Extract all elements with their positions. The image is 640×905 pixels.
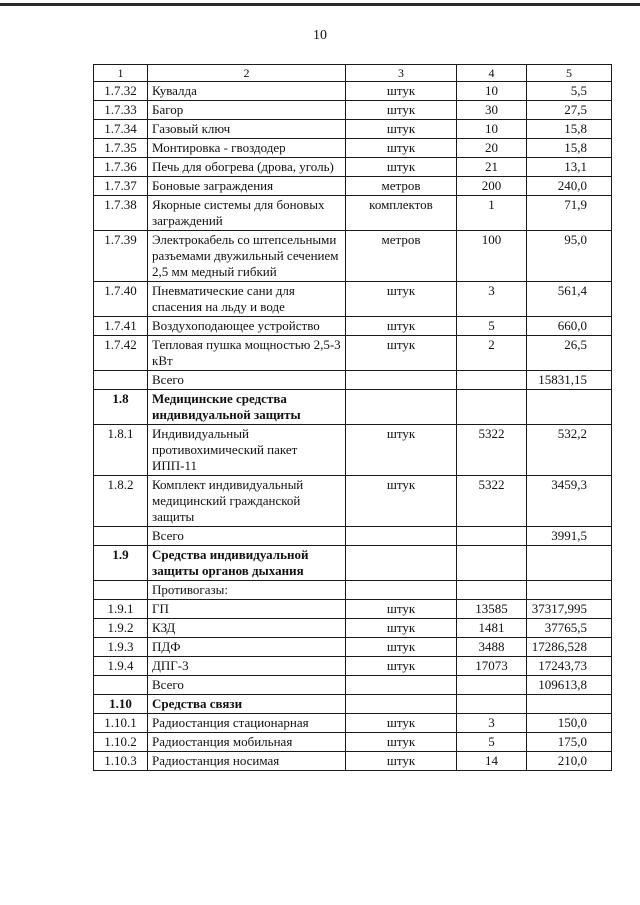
item-name-cell: Комплект индивидуальный медицинский гражданской защиты [148, 476, 346, 527]
cost-cell: 27,5 [527, 101, 612, 120]
table-row [94, 196, 612, 231]
row-number-cell: 1.10.3 [94, 752, 148, 771]
quantity-cell [457, 695, 527, 714]
quantity-cell: 5322 [457, 476, 527, 527]
unit-cell: метров [346, 177, 457, 196]
table-row [94, 282, 612, 317]
top-border-line [0, 3, 640, 6]
item-name-cell: Средства индивидуальной защиты органов дыхания [148, 546, 346, 581]
unit-cell [346, 581, 457, 600]
cost-cell: 37317,995 [527, 600, 612, 619]
row-number-cell: 1.7.33 [94, 101, 148, 120]
column-header: 1 [94, 65, 148, 82]
item-name-cell: Багор [148, 101, 346, 120]
table-row [94, 619, 612, 638]
item-name-cell: Всего [148, 527, 346, 546]
cost-cell [527, 390, 612, 425]
table-row [94, 714, 612, 733]
section-row [94, 390, 612, 425]
item-name-cell: Якорные системы для боновых заграждений [148, 196, 346, 231]
unit-cell: штук [346, 317, 457, 336]
quantity-cell: 14 [457, 752, 527, 771]
item-name-cell: Воздухоподающее устройство [148, 317, 346, 336]
table-row [94, 101, 612, 120]
item-name-cell: Всего [148, 371, 346, 390]
quantity-cell [457, 371, 527, 390]
unit-cell: штук [346, 425, 457, 476]
unit-cell: штук [346, 282, 457, 317]
row-number-cell: 1.9.2 [94, 619, 148, 638]
column-header: 2 [148, 65, 346, 82]
unit-cell: метров [346, 231, 457, 282]
unit-cell [346, 390, 457, 425]
table-row [94, 676, 612, 695]
cost-cell: 15,8 [527, 139, 612, 158]
cost-cell: 532,2 [527, 425, 612, 476]
table-row [94, 581, 612, 600]
unit-cell [346, 546, 457, 581]
unit-cell: штук [346, 336, 457, 371]
cost-cell [527, 546, 612, 581]
item-name-cell: Пневматические сани для спасения на льду и воде [148, 282, 346, 317]
row-number-cell: 1.10.1 [94, 714, 148, 733]
quantity-cell [457, 527, 527, 546]
unit-cell: штук [346, 638, 457, 657]
table-row [94, 600, 612, 619]
table-row [94, 139, 612, 158]
column-header: 3 [346, 65, 457, 82]
cost-cell: 3991,5 [527, 527, 612, 546]
item-name-cell: Средства связи [148, 695, 346, 714]
table-header-row [94, 65, 612, 82]
quantity-cell: 5 [457, 733, 527, 752]
unit-cell: штук [346, 657, 457, 676]
quantity-cell: 2 [457, 336, 527, 371]
row-number-cell: 1.9.3 [94, 638, 148, 657]
quantity-cell: 30 [457, 101, 527, 120]
quantity-cell: 20 [457, 139, 527, 158]
item-name-cell: Противогазы: [148, 581, 346, 600]
table-row [94, 527, 612, 546]
row-number-cell: 1.7.39 [94, 231, 148, 282]
row-number-cell: 1.9.1 [94, 600, 148, 619]
item-name-cell: ГП [148, 600, 346, 619]
quantity-cell: 13585 [457, 600, 527, 619]
page-number: 10 [313, 28, 327, 43]
table-row [94, 231, 612, 282]
item-name-cell: Радиостанция носимая [148, 752, 346, 771]
row-number-cell: 1.7.37 [94, 177, 148, 196]
row-number-cell: 1.7.41 [94, 317, 148, 336]
item-name-cell: Всего [148, 676, 346, 695]
table-row [94, 733, 612, 752]
table-row [94, 657, 612, 676]
row-number-cell [94, 371, 148, 390]
quantity-cell: 10 [457, 82, 527, 101]
cost-cell [527, 695, 612, 714]
unit-cell: штук [346, 101, 457, 120]
row-number-cell: 1.9.4 [94, 657, 148, 676]
unit-cell: штук [346, 158, 457, 177]
cost-cell: 13,1 [527, 158, 612, 177]
quantity-cell [457, 581, 527, 600]
cost-cell: 150,0 [527, 714, 612, 733]
row-number-cell: 1.7.36 [94, 158, 148, 177]
row-number-cell: 1.8.2 [94, 476, 148, 527]
row-number-cell: 1.10.2 [94, 733, 148, 752]
section-row [94, 546, 612, 581]
cost-cell: 95,0 [527, 231, 612, 282]
row-number-cell: 1.8.1 [94, 425, 148, 476]
row-number-cell: 1.7.34 [94, 120, 148, 139]
cost-cell: 3459,3 [527, 476, 612, 527]
unit-cell: штук [346, 733, 457, 752]
quantity-cell: 3 [457, 714, 527, 733]
quantity-cell: 100 [457, 231, 527, 282]
row-number-cell: 1.7.38 [94, 196, 148, 231]
unit-cell: штук [346, 139, 457, 158]
table-row [94, 425, 612, 476]
table-row [94, 371, 612, 390]
item-name-cell: ПДФ [148, 638, 346, 657]
row-number-cell: 1.7.32 [94, 82, 148, 101]
table-row [94, 120, 612, 139]
unit-cell [346, 527, 457, 546]
quantity-cell: 5322 [457, 425, 527, 476]
cost-cell: 561,4 [527, 282, 612, 317]
row-number-cell: 1.8 [94, 390, 148, 425]
cost-cell: 175,0 [527, 733, 612, 752]
item-name-cell: Печь для обогрева (дрова, уголь) [148, 158, 346, 177]
quantity-cell: 3 [457, 282, 527, 317]
item-name-cell: ДПГ-3 [148, 657, 346, 676]
unit-cell: штук [346, 120, 457, 139]
section-row [94, 695, 612, 714]
cost-cell: 17286,528 [527, 638, 612, 657]
table-row [94, 317, 612, 336]
row-number-cell [94, 676, 148, 695]
cost-cell: 17243,73 [527, 657, 612, 676]
cost-cell: 5,5 [527, 82, 612, 101]
item-name-cell: КЗД [148, 619, 346, 638]
item-name-cell: Тепловая пушка мощностью 2,5-3 кВт [148, 336, 346, 371]
equipment-table [93, 64, 612, 771]
cost-cell: 71,9 [527, 196, 612, 231]
quantity-cell: 5 [457, 317, 527, 336]
quantity-cell: 1481 [457, 619, 527, 638]
quantity-cell: 3488 [457, 638, 527, 657]
item-name-cell: Монтировка - гвоздодер [148, 139, 346, 158]
quantity-cell [457, 676, 527, 695]
column-header: 5 [527, 65, 612, 82]
quantity-cell: 200 [457, 177, 527, 196]
unit-cell: штук [346, 82, 457, 101]
table-row [94, 638, 612, 657]
unit-cell: штук [346, 752, 457, 771]
item-name-cell: Боновые заграждения [148, 177, 346, 196]
unit-cell: штук [346, 476, 457, 527]
unit-cell: штук [346, 619, 457, 638]
item-name-cell: Радиостанция стационарная [148, 714, 346, 733]
quantity-cell: 21 [457, 158, 527, 177]
table-row [94, 82, 612, 101]
quantity-cell [457, 390, 527, 425]
item-name-cell: Электрокабель со штепсельными разъемами двужильный сечением 2,5 мм медный гибкий [148, 231, 346, 282]
quantity-cell: 17073 [457, 657, 527, 676]
cost-cell: 15,8 [527, 120, 612, 139]
cost-cell: 37765,5 [527, 619, 612, 638]
unit-cell [346, 676, 457, 695]
unit-cell: штук [346, 600, 457, 619]
row-number-cell: 1.9 [94, 546, 148, 581]
table-row [94, 177, 612, 196]
cost-cell [527, 581, 612, 600]
item-name-cell: Кувалда [148, 82, 346, 101]
unit-cell [346, 695, 457, 714]
cost-cell: 240,0 [527, 177, 612, 196]
unit-cell [346, 371, 457, 390]
row-number-cell: 1.7.42 [94, 336, 148, 371]
table-row [94, 752, 612, 771]
table-row [94, 476, 612, 527]
unit-cell: комплектов [346, 196, 457, 231]
unit-cell: штук [346, 714, 457, 733]
table-row [94, 158, 612, 177]
row-number-cell: 1.7.40 [94, 282, 148, 317]
item-name-cell: Индивидуальный противохимический пакет ИПП-11 [148, 425, 346, 476]
row-number-cell: 1.7.35 [94, 139, 148, 158]
item-name-cell: Радиостанция мобильная [148, 733, 346, 752]
column-header: 4 [457, 65, 527, 82]
table-row [94, 336, 612, 371]
quantity-cell: 10 [457, 120, 527, 139]
cost-cell: 210,0 [527, 752, 612, 771]
cost-cell: 109613,8 [527, 676, 612, 695]
quantity-cell: 1 [457, 196, 527, 231]
row-number-cell [94, 527, 148, 546]
row-number-cell: 1.10 [94, 695, 148, 714]
cost-cell: 26,5 [527, 336, 612, 371]
cost-cell: 660,0 [527, 317, 612, 336]
quantity-cell [457, 546, 527, 581]
cost-cell: 15831,15 [527, 371, 612, 390]
item-name-cell: Медицинские средства индивидуальной защиты [148, 390, 346, 425]
row-number-cell [94, 581, 148, 600]
item-name-cell: Газовый ключ [148, 120, 346, 139]
